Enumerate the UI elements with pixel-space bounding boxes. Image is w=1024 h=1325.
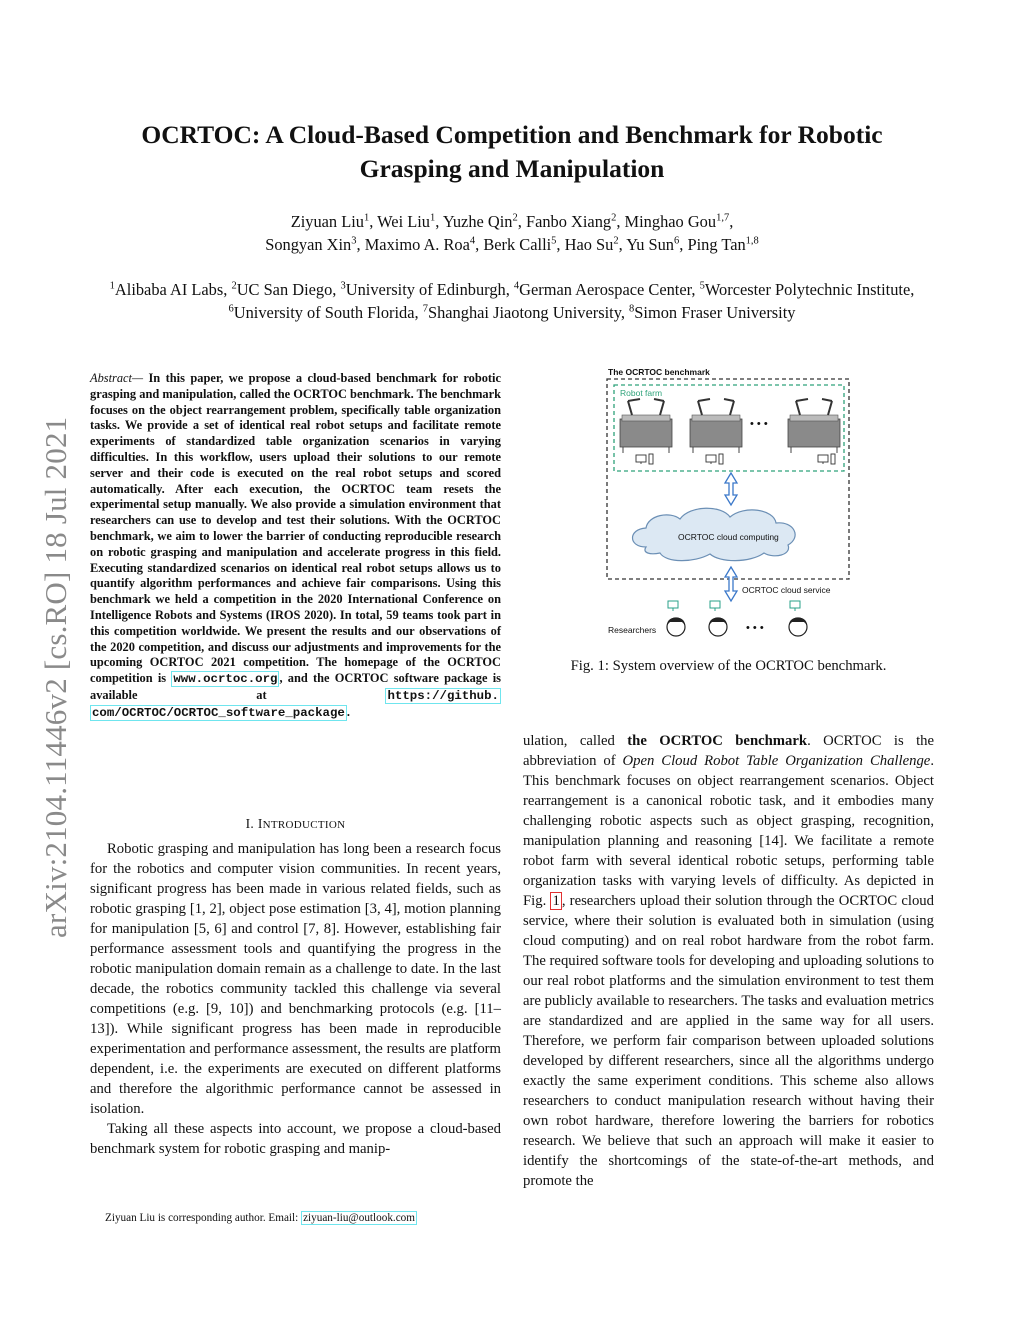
author-affiliation-mark: 1 xyxy=(363,212,370,224)
abstract-text-3: . xyxy=(346,704,350,719)
author-line-2: Songyan Xin$^3$, Maximo A. Roa$^4$, Berk Calli$^5$, Hao Su$^2$, Yu Sun$^6$, Ping Tan$^{1,8}$ xyxy=(265,235,759,254)
arxiv-identifier[interactable]: arXiv:2104.11446v2 [cs.RO] 18 Jul 2021 xyxy=(38,416,73,938)
researchers-ellipsis: • • • xyxy=(746,622,764,634)
author-name: Fanbo Xiang xyxy=(525,212,612,231)
author-affiliation-mark: 6 xyxy=(674,235,680,247)
affiliation-mark: 4 xyxy=(513,280,520,292)
system-overview-figure xyxy=(598,365,858,645)
github-link-part-2[interactable]: com/OCRTOC/OCRTOC_software_package xyxy=(92,705,345,720)
affiliation-mark: 3 xyxy=(340,280,346,292)
double-arrow-icon xyxy=(725,567,737,601)
author-list xyxy=(100,210,924,256)
author-affiliation-mark: 1 xyxy=(430,212,436,224)
researcher-avatar xyxy=(709,601,727,636)
right-paragraph xyxy=(523,731,934,1191)
computer-icon xyxy=(636,454,653,464)
affiliation-name: Shanghai Jiaotong University, xyxy=(427,303,630,322)
author-line-1: Ziyuan Liu$^1$, Wei Liu$^1$, Yuzhe Qin$^2$, Fanbo Xiang$^2$, Minghao Gou$^{1,7}$, xyxy=(290,212,734,231)
author-affiliation-mark: 1,8 xyxy=(745,235,759,247)
author-name: Yuzhe Qin xyxy=(442,212,513,231)
author-affiliation-mark: 1,7 xyxy=(716,212,730,224)
footnote xyxy=(90,1211,501,1226)
affiliation-mark: 7 xyxy=(422,303,428,315)
robot-station-3 xyxy=(788,399,840,453)
affiliation-mark: 6 xyxy=(228,303,234,315)
section-number: I. xyxy=(245,816,255,831)
homepage-link[interactable]: www.ocrtoc.org xyxy=(173,672,278,687)
author-name: Yu Sun xyxy=(626,235,675,254)
computer-icon xyxy=(706,454,723,464)
affiliation-name: UC San Diego, xyxy=(236,280,341,299)
author-affiliation-mark: 2 xyxy=(512,212,518,224)
rc-b1: the OCRTOC benchmark xyxy=(627,733,808,749)
intro-paragraph-2: Taking all these aspects into account, we propose a cloud-based benchmark system for robotic grasping and manip- xyxy=(90,1121,501,1157)
github-link-part-1[interactable]: https://github. xyxy=(387,688,499,703)
author-affiliation-mark: 2 xyxy=(613,235,619,247)
robot-station-1 xyxy=(620,399,672,453)
section-heading-introduction xyxy=(90,816,501,832)
benchmark-label: The OCRTOC benchmark xyxy=(608,367,710,377)
researchers-label: Researchers xyxy=(608,625,657,635)
double-arrow-icon xyxy=(725,473,737,505)
cloud-computing-label: OCRTOC cloud computing xyxy=(678,532,779,542)
author-affiliation-mark: 2 xyxy=(611,212,617,224)
author-name: Minghao Gou xyxy=(624,212,717,231)
intro-left-column xyxy=(90,839,501,1159)
email-link[interactable]: ziyuan-liu@outlook.com xyxy=(303,1212,415,1224)
rc-t1: ulation, called xyxy=(523,733,628,749)
affiliation-name: Simon Fraser University xyxy=(634,303,796,322)
author-name: Hao Su xyxy=(564,235,614,254)
footnote-text: Ziyuan Liu is corresponding author. Email: xyxy=(105,1212,302,1224)
rc-i1: Open Cloud Robot Table Organization Challenge xyxy=(622,753,931,769)
author-name: Maximo A. Roa xyxy=(364,235,470,254)
author-affiliation-mark: 5 xyxy=(551,235,557,247)
intro-paragraph-1: Robotic grasping and manipulation has long been a research focus for the robotics and computer vision communities. In recent years, significant progress has been made in various related fields, such as robotic grasping [1, 2], object pose estimation [3, 4], motion planning for manipulation [5, 6] and control [7, 8]. However, establishing fair performance assessment tools and quantifying the progress in the robotic manipulation domain remain as a challenge to date. In the last decade, the robotics community tackled this challenge via several competitions (e.g. [9, 10]) and benchmarking protocols (e.g. [11–13]). While significant progress has been made in reproducible experimentation and performance assessment, the results are platform dependent, i.e. the experiments are executed on different platforms and therefore the algorithmic performance cannot be assessed in isolation. xyxy=(90,841,501,1117)
author-name: Songyan Xin xyxy=(265,235,352,254)
rc-t4: , researchers upload their solution through the OCRTOC cloud service, where their solution is evaluated both in simulation (using cloud computing) and on real robot hardware from the robot farm. The required software tools for developing and uploading solutions to our real robot platforms and the simulation environment to test them are publicly available to researchers. The tasks and evaluation metrics are standardized and are applied in the same way for all users. Therefore, we perform fair comparison between uploaded solutions developed by different researchers, since all the algorithms undergo exactly the same experiment conditions. This scheme also allows researchers to conduct manipulation research without having their own robot hardware, therefore lowering the barriers for robotics research. We believe that such an approach will make it easier to identify the shortcomings of the state-of-the-art methods, and promote the xyxy=(523,893,934,1189)
rc-t2: . OCRTOC is the abbreviation of xyxy=(523,733,935,769)
section-title-rest: NTRODUCTION xyxy=(262,819,346,831)
affiliations xyxy=(90,278,934,324)
affiliation-name: Worcester Polytechnic Institute, xyxy=(704,280,915,299)
author-affiliation-mark: 4 xyxy=(469,235,476,247)
researcher-avatar xyxy=(789,601,807,636)
abstract-text: In this paper, we propose a cloud-based benchmark for robotic grasping and manipulation, called the OCRTOC benchmark. The benchmark focuses on the object rearrangement problem, specifically table organization tasks. We provide a set of identical real robot setups and facilitate remote experiments of standardized table organization scenarios in varying difficulties. In this workflow, users upload their solutions to our remote server and their code is executed on the real robot setups and scored automatically. After each execution, the OCRTOC team resets the experimental setup manually. We also provide a simulation environment that researchers can use to develop and test their solutions. With the OCRTOC benchmark, we aim to lower the barrier of conducting reproducible research on robotic grasping and manipulation and accelerate progress in this field. Executing standardized scenarios on identical real robot setups allows us to quantify algorithm performances and achieve fair comparisons. Using this benchmark we held a competition in the 2020 International Conference on Intelligence Robots and Systems (IROS 2020). In total, 59 teams took part in this competition worldwide. We present the results and our observations of the 2020 competition, and discuss our adjustments and improvements for the upcoming OCRTOC 2021 competition. The homepage of the OCRTOC competition is xyxy=(90,371,501,686)
robot-station-2 xyxy=(690,399,742,453)
robot-farm-label: Robot farm xyxy=(620,388,663,398)
farm-ellipsis: • • • xyxy=(750,418,768,430)
affiliation-mark: 1 xyxy=(109,280,115,292)
affiliation-name: University of South Florida, xyxy=(233,303,423,322)
author-name: Wei Liu xyxy=(377,212,430,231)
computer-icon xyxy=(818,454,835,464)
author-affiliation-mark: 3 xyxy=(351,235,357,247)
abstract xyxy=(90,371,501,722)
affiliation-mark: 8 xyxy=(629,303,635,315)
affiliation-name: German Aerospace Center, xyxy=(519,280,700,299)
affiliation-mark: 2 xyxy=(231,280,237,292)
author-name: Ziyuan Liu xyxy=(290,212,364,231)
intro-right-column xyxy=(523,731,934,1191)
section-title-first: I xyxy=(257,816,263,831)
researcher-avatar xyxy=(667,601,685,636)
author-name: Ping Tan xyxy=(687,235,746,254)
paper-title: OCRTOC: A Cloud-Based Competition and Benchmark for Robotic Grasping and Manipulation xyxy=(141,120,883,183)
figure-ref-link[interactable]: 1 xyxy=(552,893,560,909)
affiliation-mark: 5 xyxy=(699,280,705,292)
rc-t3: . This benchmark focuses on object rearrangement scenarios. Object rearrangement is a canonical robotic task, and it embodies many challenging robotic aspects such as object grasping, recognition, manipulation planning and reasoning [14]. We facilitate a remote robot farm with several identical robotic setups, performing table organization tasks with varying levels of difficulty. As depicted in Fig. xyxy=(523,753,934,909)
affiliation-name: Alibaba AI Labs, xyxy=(114,280,232,299)
figure-caption: Fig. 1: System overview of the OCRTOC benchmark. xyxy=(570,658,887,674)
author-name: Berk Calli xyxy=(483,235,552,254)
abstract-label: Abstract xyxy=(90,371,132,385)
abstract-text-2: , and the OCRTOC software package is available at xyxy=(90,671,501,702)
abstract-dash: — xyxy=(132,371,144,385)
affiliation-name: University of Edinburgh, xyxy=(345,280,514,299)
cloud-service-label: OCRTOC cloud service xyxy=(742,585,831,595)
